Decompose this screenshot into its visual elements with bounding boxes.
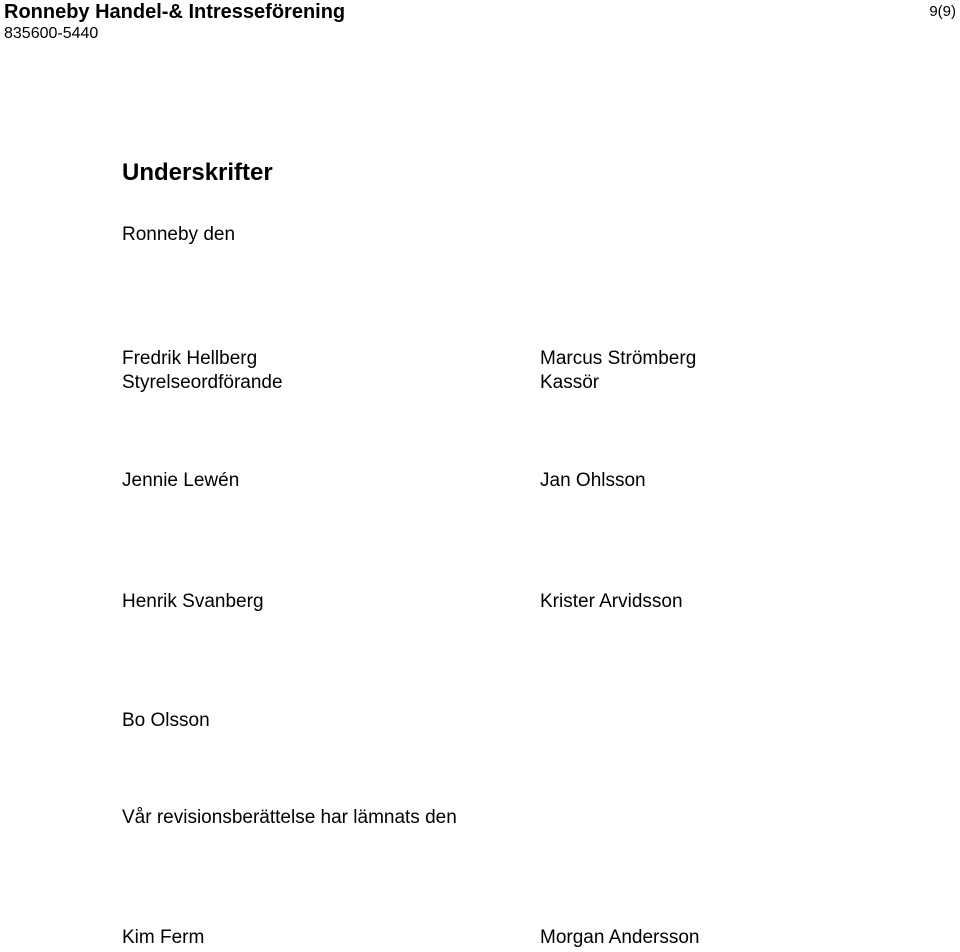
signatory-name: Jan Ohlsson bbox=[540, 470, 646, 491]
signatory-role: Kassör bbox=[540, 372, 600, 393]
signatory-name: Henrik Svanberg bbox=[122, 591, 264, 612]
signatory-name: Marcus Strömberg bbox=[540, 348, 697, 369]
signatory-name: Krister Arvidsson bbox=[540, 591, 683, 612]
signatory-name: Bo Olsson bbox=[122, 710, 210, 731]
signatory-role: Styrelseordförande bbox=[122, 372, 283, 393]
organization-number: 835600-5440 bbox=[4, 25, 99, 42]
page-title: Underskrifter bbox=[122, 159, 273, 186]
signatory-name: Jennie Lewén bbox=[122, 470, 240, 491]
page-number: 9(9) bbox=[929, 3, 956, 20]
signatory-name: Kim Ferm bbox=[122, 927, 205, 948]
signatory-name: Morgan Andersson bbox=[540, 927, 700, 948]
organization-name: Ronneby Handel-& Intresseförening bbox=[4, 1, 346, 23]
signature-block bbox=[540, 347, 696, 395]
place-date-line: Ronneby den bbox=[122, 224, 236, 245]
signatory-name: Fredrik Hellberg bbox=[122, 348, 258, 369]
audit-statement: Vår revisionsberättelse har lämnats den bbox=[122, 807, 457, 828]
signature-block bbox=[122, 347, 283, 395]
